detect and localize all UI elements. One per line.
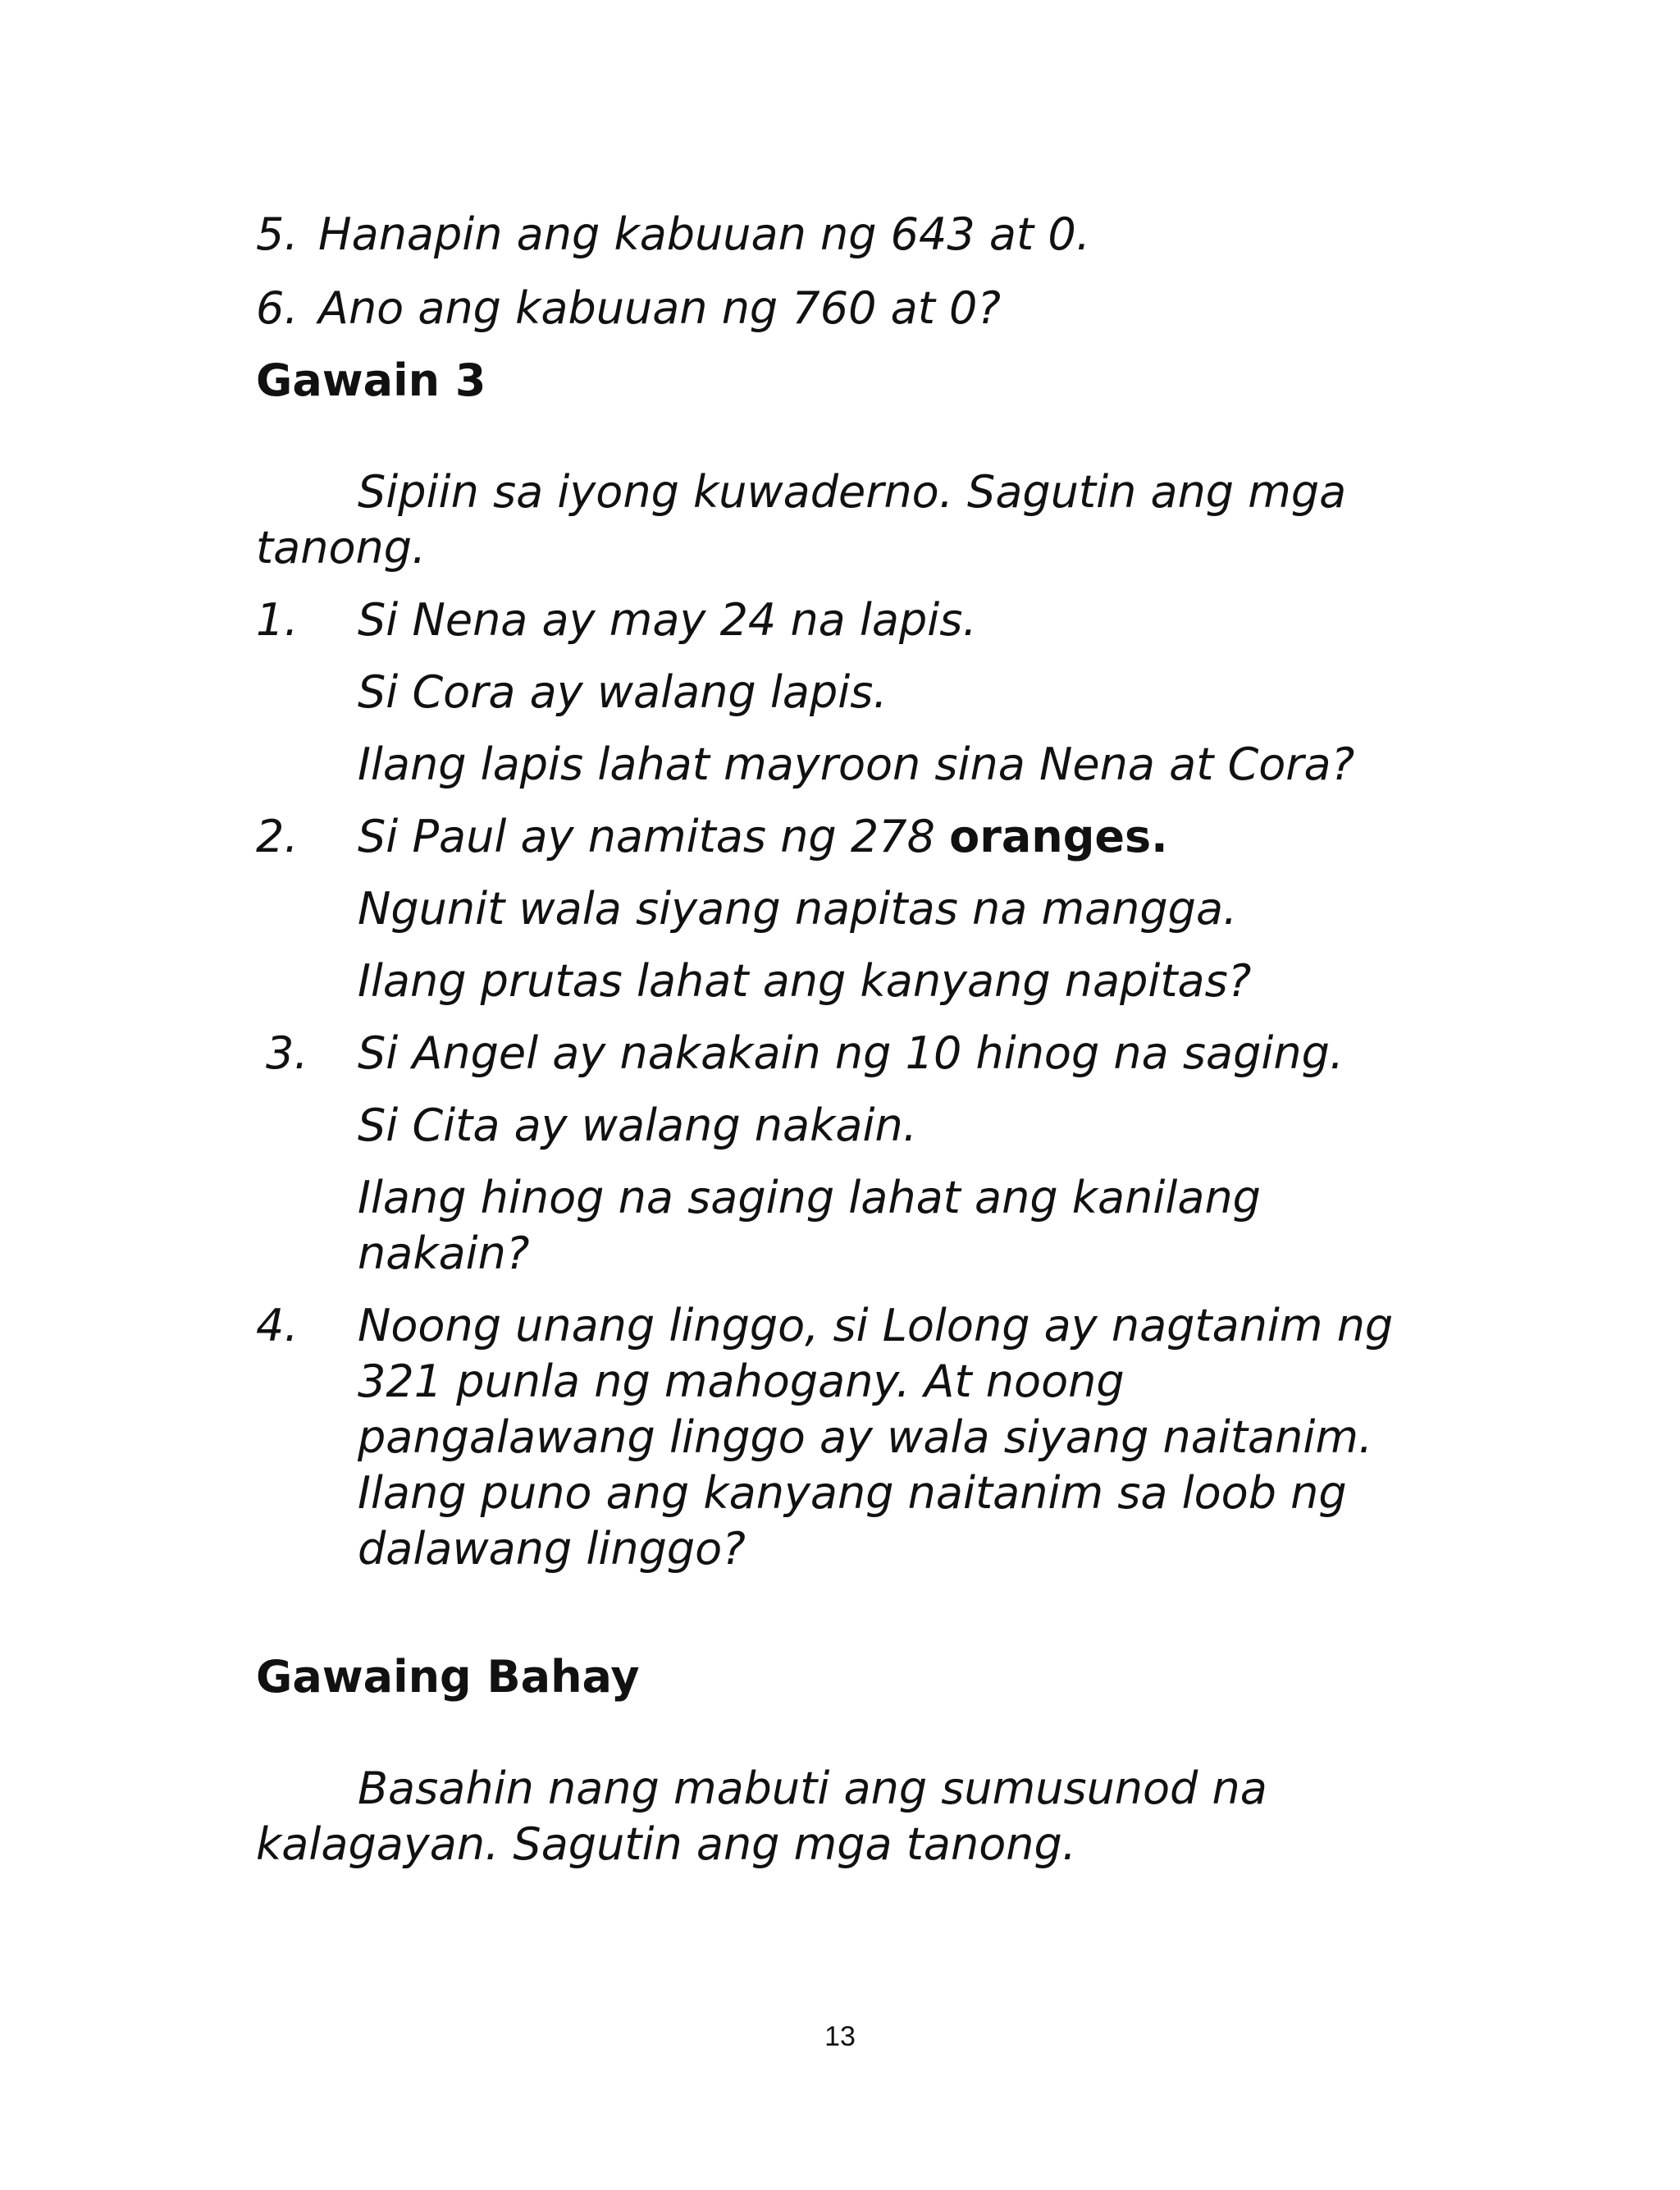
problem-2-line-1 [358, 809, 1168, 865]
page-number: 13 [824, 2021, 856, 2052]
gawaing-bahay-instruction-line-1: Basahin nang mabuti ang sumusunod na [358, 1763, 1267, 1814]
problem-1-line-2: Si Cora ay walang lapis. [358, 666, 888, 718]
problem-4-line-5: dalawang linggo? [358, 1523, 746, 1575]
problem-3-line-1: Si Angel ay nakakain ng 10 hinog na saging. [358, 1027, 1344, 1079]
problem-2-number: 2. [256, 811, 299, 862]
item-6-text: Ano ang kabuuan ng 760 at 0? [318, 282, 1002, 334]
problem-2-line-1-text: Si Paul ay namitas ng 278 [358, 811, 950, 862]
problem-3-line-3: Ilang hinog na saging lahat ang kanilang [358, 1172, 1261, 1223]
problem-3-number: 3. [266, 1027, 308, 1079]
problem-3-line-4: nakain? [358, 1228, 530, 1279]
section-heading-gawaing-bahay: Gawaing Bahay [256, 1651, 640, 1703]
problem-3-line-2: Si Cita ay walang nakain. [358, 1100, 917, 1151]
gawaing-bahay-instruction-line-2: kalagayan. Sagutin ang mga tanong. [256, 1818, 1076, 1870]
problem-4-number: 4. [256, 1300, 299, 1351]
problem-2-line-3: Ilang prutas lahat ang kanyang napitas? [358, 955, 1252, 1007]
item-6-number: 6. [256, 282, 299, 334]
problem-1-number: 1. [256, 594, 299, 646]
problem-4-line-4: Ilang puno ang kanyang naitanim sa loob ng [358, 1467, 1347, 1519]
problem-2-line-2: Ngunit wala siyang napitas na mangga. [358, 883, 1238, 935]
problem-2-bold-word: oranges. [949, 811, 1168, 862]
problem-4-line-1: Noong unang linggo, si Lolong ay nagtanim ng [358, 1300, 1394, 1351]
problem-4-line-3: pangalawang linggo ay wala siyang naitanim. [358, 1411, 1373, 1463]
problem-1-line-3: Ilang lapis lahat mayroon sina Nena at Cora? [358, 738, 1355, 790]
gawain-3-instruction-line-2: tanong. [256, 522, 427, 574]
problem-1-line-1: Si Nena ay may 24 na lapis. [358, 594, 977, 646]
section-heading-gawain-3: Gawain 3 [256, 354, 486, 406]
problem-4-line-2: 321 punla ng mahogany. At noong [358, 1356, 1125, 1407]
item-5-number: 5. [256, 208, 299, 260]
item-5-text: Hanapin ang kabuuan ng 643 at 0. [318, 208, 1090, 260]
gawain-3-instruction-line-1: Sipiin sa iyong kuwaderno. Sagutin ang mga [358, 466, 1347, 518]
